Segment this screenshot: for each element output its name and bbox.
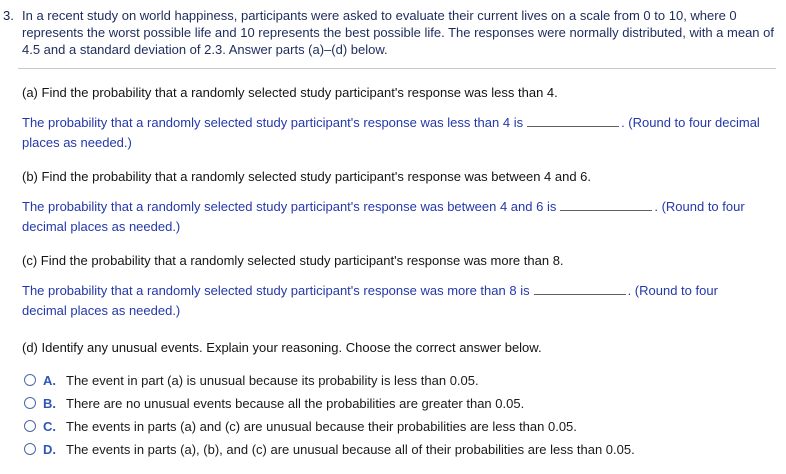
part-c-question: (c) Find the probability that a randomly selected study participant's response was more than 8.: [22, 253, 564, 268]
part-c-round-note: . (Round to four decimal places as needed.): [22, 283, 718, 318]
option-d-text: The events in parts (a), (b), and (c) are unusual because all of their probabilities are less than 0.05.: [66, 442, 635, 457]
part-a-answer-input[interactable]: [527, 113, 619, 127]
problem-number: 3.: [3, 8, 14, 23]
radio-button-a[interactable]: [24, 374, 36, 386]
divider: [18, 68, 776, 69]
option-d-letter: D.: [43, 442, 56, 457]
option-c[interactable]: [24, 418, 762, 435]
radio-button-b[interactable]: [24, 397, 36, 409]
option-a[interactable]: [24, 372, 762, 389]
part-a-answer-line: [22, 113, 762, 153]
part-b-answer-input[interactable]: [560, 197, 652, 211]
part-c-answer-line: [22, 281, 762, 321]
radio-button-d[interactable]: [24, 443, 36, 455]
part-c-answer-input[interactable]: [534, 281, 626, 295]
option-d[interactable]: [24, 441, 762, 458]
option-b[interactable]: [24, 395, 762, 412]
option-a-letter: A.: [43, 373, 56, 388]
part-b-answer-prefix: The probability that a randomly selected study participant's response was between 4 and 6 is: [22, 199, 557, 214]
option-c-text: The events in parts (a) and (c) are unusual because their probabilities are less than 0.05.: [66, 419, 577, 434]
option-b-text: There are no unusual events because all the probabilities are greater than 0.05.: [66, 396, 525, 411]
part-a-answer-prefix: The probability that a randomly selected study participant's response was less than 4 is: [22, 115, 524, 130]
answer-options: [22, 372, 762, 458]
part-a-round-note: . (Round to four decimal places as needed.): [22, 115, 760, 150]
part-c-answer-prefix: The probability that a randomly selected study participant's response was more than 8 is: [22, 283, 530, 298]
option-b-letter: B.: [43, 396, 56, 411]
part-a-question: (a) Find the probability that a randomly selected study participant's response was less than 4.: [22, 85, 558, 100]
problem-body: [3, 84, 776, 458]
radio-button-c[interactable]: [24, 420, 36, 432]
option-c-letter: C.: [43, 419, 56, 434]
part-b-round-note: . (Round to four decimal places as needed.): [22, 199, 745, 234]
part-b-answer-line: [22, 197, 762, 237]
problem-header: [3, 7, 776, 58]
part-d-question: (d) Identify any unusual events. Explain your reasoning. Choose the correct answer below.: [22, 340, 542, 355]
problem-statement: In a recent study on world happiness, participants were asked to evaluate their current lives on a scale from 0 to 10, where 0 represents the worst possible life and 10 represents the best possible life. The responses were normally distributed, with a mean of 4.5 and a standard deviation of 2.3. Answer parts (a)–(d) below.: [22, 8, 774, 57]
option-a-text: The event in part (a) is unusual because its probability is less than 0.05.: [66, 373, 479, 388]
part-b-question: (b) Find the probability that a randomly selected study participant's response was between 4 and 6.: [22, 169, 592, 184]
